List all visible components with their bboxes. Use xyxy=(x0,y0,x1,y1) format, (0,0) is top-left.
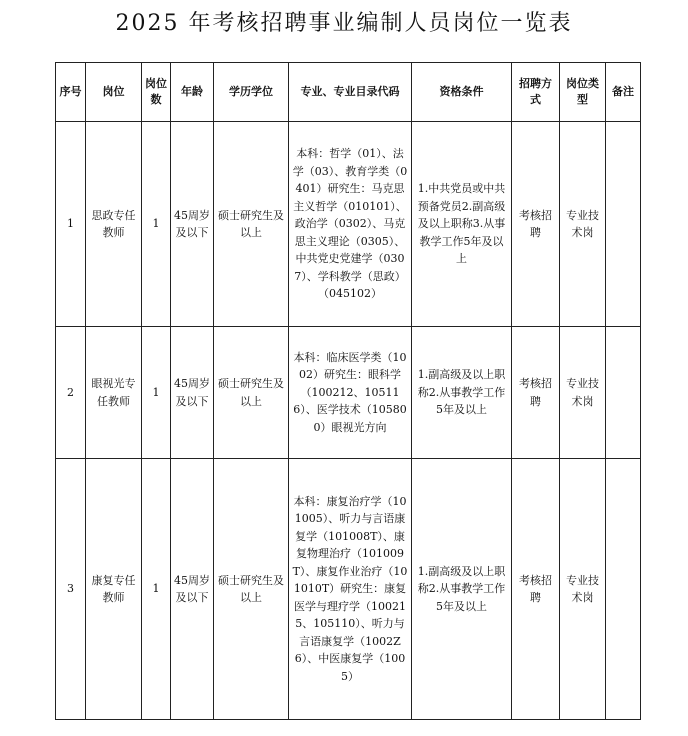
cell-edu: 硕士研究生及以上 xyxy=(214,122,289,327)
recruitment-table xyxy=(55,62,641,720)
header-post: 岗位 xyxy=(86,63,142,122)
cell-note xyxy=(606,327,641,459)
header-count: 岗位数 xyxy=(142,63,171,122)
cell-post: 思政专任教师 xyxy=(86,122,142,327)
header-major: 专业、专业目录代码 xyxy=(289,63,412,122)
cell-note xyxy=(606,122,641,327)
header-method: 招聘方式 xyxy=(512,63,560,122)
cell-type: 专业技术岗 xyxy=(560,122,606,327)
header-seq: 序号 xyxy=(56,63,86,122)
cell-major: 本科：康复治疗学（101005）、听力与言语康复学（101008T）、康复物理治疗（101009T）、康复作业治疗（101010T）研究生：康复医学与理疗学（100215、105110）、听力与言语康复学（1002Z6）、中医康复学（1005） xyxy=(289,459,412,720)
cell-seq: 2 xyxy=(56,327,86,459)
cell-req: 1.副高级及以上职称2.从事教学工作5年及以上 xyxy=(412,459,512,720)
header-req: 资格条件 xyxy=(412,63,512,122)
cell-post: 眼视光专任教师 xyxy=(86,327,142,459)
cell-seq: 1 xyxy=(56,122,86,327)
cell-method: 考核招聘 xyxy=(512,327,560,459)
table-row xyxy=(56,122,641,327)
cell-major: 本科：哲学（01）、法学（03）、教育学类（0401）研究生：马克思主义哲学（010101）、政治学（0302）、马克思主义理论（0305）、中共党史党建学（0307）、学科教学（思政）（045102） xyxy=(289,122,412,327)
cell-age: 45周岁及以下 xyxy=(171,459,214,720)
cell-seq: 3 xyxy=(56,459,86,720)
cell-post: 康复专任教师 xyxy=(86,459,142,720)
header-edu: 学历学位 xyxy=(214,63,289,122)
header-age: 年龄 xyxy=(171,63,214,122)
cell-type: 专业技术岗 xyxy=(560,459,606,720)
cell-method: 考核招聘 xyxy=(512,459,560,720)
cell-req: 1.中共党员或中共预备党员2.副高级及以上职称3.从事教学工作5年及以上 xyxy=(412,122,512,327)
cell-req: 1.副高级及以上职称2.从事教学工作5年及以上 xyxy=(412,327,512,459)
header-note: 备注 xyxy=(606,63,641,122)
table-row xyxy=(56,327,641,459)
table-row xyxy=(56,459,641,720)
cell-count: 1 xyxy=(142,122,171,327)
page-title: 2025 年考核招聘事业编制人员岗位一览表 xyxy=(115,11,573,36)
cell-count: 1 xyxy=(142,327,171,459)
cell-edu: 硕士研究生及以上 xyxy=(214,327,289,459)
cell-count: 1 xyxy=(142,459,171,720)
cell-note xyxy=(606,459,641,720)
header-type: 岗位类型 xyxy=(560,63,606,122)
table-header-row xyxy=(56,63,641,122)
cell-major: 本科：临床医学类（1002）研究生：眼科学（100212、105116）、医学技术（105800）眼视光方向 xyxy=(289,327,412,459)
cell-age: 45周岁及以下 xyxy=(171,122,214,327)
cell-method: 考核招聘 xyxy=(512,122,560,327)
cell-type: 专业技术岗 xyxy=(560,327,606,459)
cell-age: 45周岁及以下 xyxy=(171,327,214,459)
cell-edu: 硕士研究生及以上 xyxy=(214,459,289,720)
